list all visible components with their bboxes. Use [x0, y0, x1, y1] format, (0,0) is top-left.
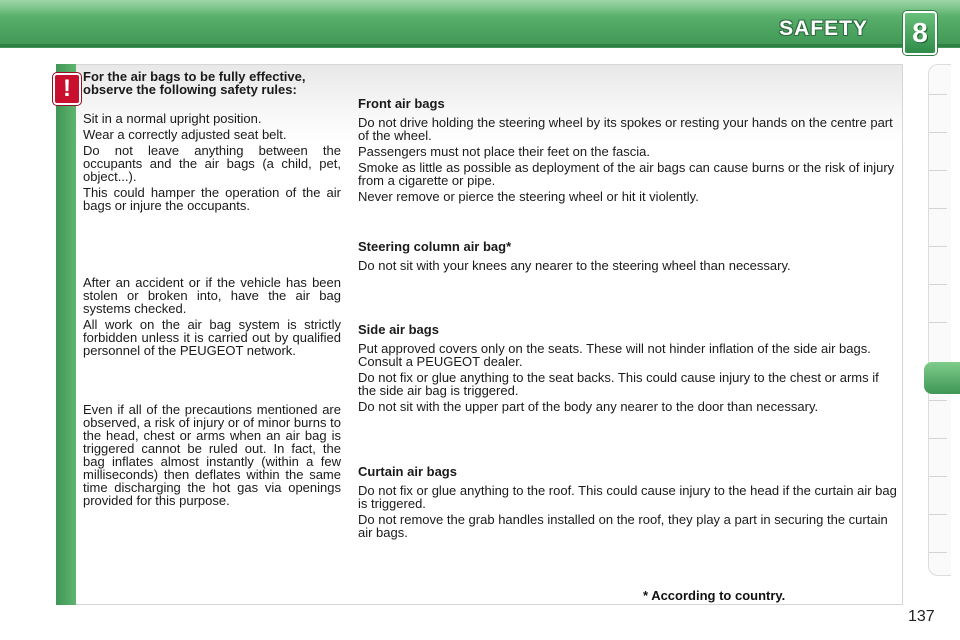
accident-paragraphs — [83, 276, 341, 357]
chapter-tab-divider — [929, 322, 947, 323]
side-air-bags-p2: Do not fix or glue anything to the seat backs. This could cause injury to the chest or arms if the side air bag is triggered. — [358, 370, 879, 398]
steering-column-p1: Do not sit with your knees any nearer to the steering wheel than necessary. — [358, 258, 791, 273]
page-number: 137 — [908, 608, 935, 625]
warning-icon: ! — [53, 73, 81, 105]
section-title: SAFETY — [779, 17, 868, 40]
chapter-tab-divider — [929, 476, 947, 477]
chapter-tab-divider — [929, 170, 947, 171]
work-restriction-text: All work on the air bag system is strictly forbidden unless it is carried out by qualified personnel of the PEUGEOT network. — [83, 317, 341, 358]
curtain-air-bags-p2: Do not remove the grab handles installed on the roof, they play a part in securing the curtain air bags. — [358, 512, 888, 540]
side-air-bags-p1: Put approved covers only on the seats. These will not hinder inflation of the side air bags. Consult a PEUGEOT dealer. — [358, 341, 871, 369]
safety-rules-list — [83, 112, 341, 212]
header-banner-shine — [0, 0, 960, 16]
chapter-tab-divider — [929, 552, 947, 553]
chapter-tab-divider — [929, 132, 947, 133]
steering-column-section — [358, 240, 898, 272]
curtain-air-bags-section — [358, 465, 898, 539]
curtain-air-bags-p1: Do not fix or glue anything to the roof. This could cause injury to the head if the curtain air bag is triggered. — [358, 483, 897, 511]
chapter-tab-divider — [929, 400, 947, 401]
side-air-bags-heading: Side air bags — [358, 322, 439, 337]
rule-note: This could hamper the operation of the air bags or injure the occupants. — [83, 185, 341, 213]
chapter-tab-active — [924, 362, 960, 394]
rule-upright-position: Sit in a normal upright position. — [83, 111, 262, 126]
burns-risk-paragraph — [83, 403, 341, 507]
chapter-tab-divider — [929, 246, 947, 247]
burns-risk-text: Even if all of the precautions mentioned are observed, a risk of injury or of minor burns to the head, chest or arms when an air bag is triggered cannot be ruled out. In fact, the bag inflates almost instantly (within a few milliseconds) then deflates within the same time discharging the hot gas via openings provided for this purpose. — [83, 402, 341, 508]
front-air-bags-p3: Smoke as little as possible as deployment of the air bags can cause burns or the risk of injury from a cigarette or pipe. — [358, 160, 895, 188]
footnote: * According to country. — [643, 588, 786, 603]
chapter-number-badge: 8 — [903, 11, 937, 55]
chapter-tab-divider — [929, 94, 947, 95]
accident-check-text: After an accident or if the vehicle has been stolen or broken into, have the air bag systems checked. — [83, 275, 341, 316]
front-air-bags-p1: Do not drive holding the steering wheel by its spokes or resting your hands on the centre part of the wheel. — [358, 115, 893, 143]
warning-rail — [56, 64, 76, 605]
curtain-air-bags-heading: Curtain air bags — [358, 464, 457, 479]
chapter-tabs — [928, 64, 951, 576]
safety-rules-heading-text: For the air bags to be fully effective, observe the following safety rules: — [83, 69, 306, 97]
chapter-tab-divider — [929, 514, 947, 515]
rule-seat-belt: Wear a correctly adjusted seat belt. — [83, 127, 287, 142]
side-air-bags-section — [358, 323, 898, 413]
chapter-tab-divider — [929, 284, 947, 285]
front-air-bags-section — [358, 97, 898, 203]
front-air-bags-p2: Passengers must not place their feet on the fascia. — [358, 144, 650, 159]
front-air-bags-p4: Never remove or pierce the steering wheel or hit it violently. — [358, 189, 699, 204]
safety-rules-heading — [83, 70, 341, 96]
rule-nothing-between: Do not leave anything between the occupants and the air bags (a child, pet, object...). — [83, 143, 341, 184]
chapter-tab-divider — [929, 438, 947, 439]
header-banner-line — [0, 44, 960, 47]
front-air-bags-heading: Front air bags — [358, 96, 445, 111]
chapter-tab-divider — [929, 208, 947, 209]
side-air-bags-p3: Do not sit with the upper part of the body any nearer to the door than necessary. — [358, 399, 819, 414]
steering-column-heading: Steering column air bag* — [358, 239, 512, 254]
